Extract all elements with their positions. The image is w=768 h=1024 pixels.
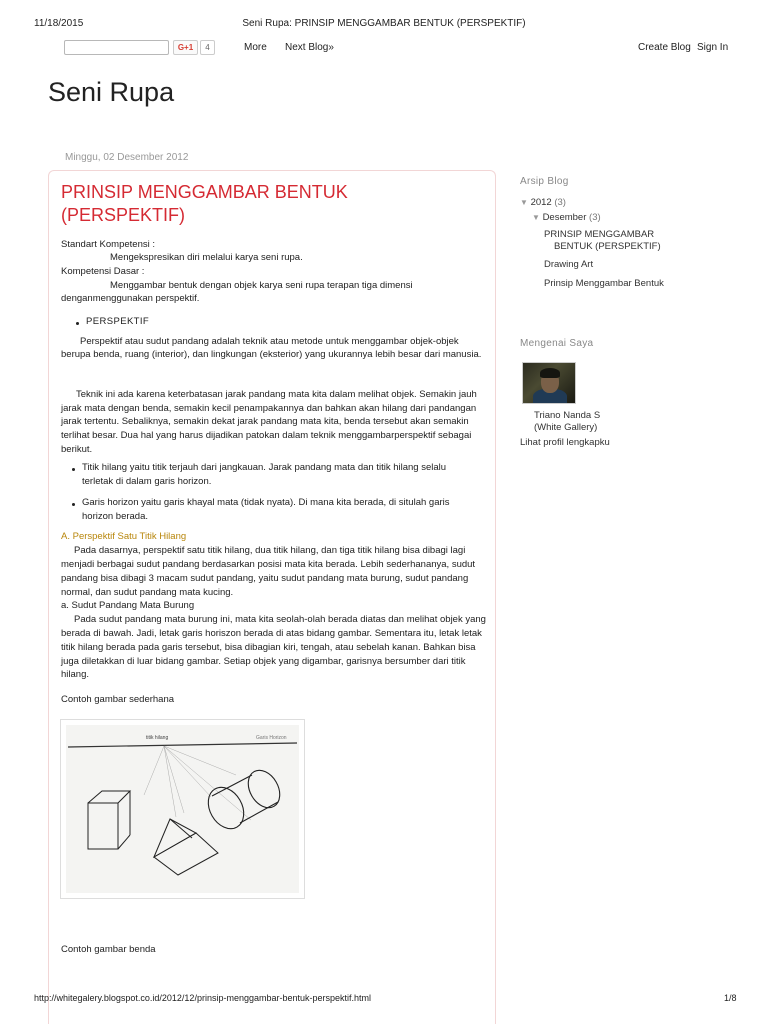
p4-line1: Pada sudut pandang mata burung ini, mata kita seolah-olah berada diatas dan melihat objek yang <box>74 614 486 625</box>
blog-title[interactable]: Seni Rupa <box>48 77 175 107</box>
archive-month[interactable]: Desember <box>542 212 587 223</box>
kd-text-line1: Menggambar bentuk dengan objek karya seni rupa terapan tiga dimensi <box>110 280 413 291</box>
bullet-perspektif: PERSPEKTIF <box>86 316 150 327</box>
p2-line1: Teknik ini ada karena keterbatasan jarak pandang mata kita dalam melihat objek. Semakin jauh <box>76 389 477 400</box>
sk-text: Mengekspresikan diri melalui karya seni rupa. <box>110 252 303 263</box>
print-title: Seni Rupa: PRINSIP MENGGAMBAR BENTUK (PERSPEKTIF) <box>242 18 526 29</box>
kd-text-line2: denganmenggunakan perspektif. <box>61 293 200 304</box>
archive-post-1-line1[interactable]: PRINSIP MENGGAMBAR <box>544 229 655 240</box>
archive-year-count: (3) <box>554 197 566 208</box>
archive-heading: Arsip Blog <box>520 176 569 187</box>
caption-contoh-benda: Contoh gambar benda <box>61 944 156 955</box>
bullet-dot <box>76 322 79 325</box>
archive-post-link-3[interactable]: Prinsip Menggambar Bentuk <box>544 278 664 289</box>
post-title[interactable]: PRINSIP MENGGAMBAR BENTUK (PERSPEKTIF) <box>61 182 348 225</box>
author-name-line2[interactable]: (White Gallery) <box>534 422 598 433</box>
sign-in-link[interactable]: Sign In <box>697 42 729 53</box>
p2-line5: berikut. <box>61 444 93 455</box>
p2-line3: jarak tertentu. Sebaliknya, semakin dekat jarak pandang mata kita, benda tersebut akan semakin <box>61 416 469 427</box>
author-avatar[interactable] <box>522 362 576 404</box>
bullet1-line1: Titik hilang yaitu titik terjauh dari jangkauan. Jarak pandang mata dan titik hilang selalu <box>82 462 447 473</box>
p3-line2: menjadi berbagai sudut pandang berdasarkan posisi mata kita berada. Lebih sederhananya, sudut <box>61 559 476 570</box>
archive-post-link-1[interactable] <box>544 229 661 253</box>
more-link[interactable]: More <box>244 42 267 53</box>
archive-post-1-line2[interactable]: BENTUK (PERSPEKTIF) <box>554 241 661 252</box>
kd-label: Kompetensi Dasar : <box>61 266 145 277</box>
p4-line2: berada di bawah. Jadi, letak garis horiszon berada di atas bidang gambar. Sementara itu, letak letak <box>61 628 482 639</box>
p1-line1: Perspektif atau sudut pandang adalah teknik atau metode untuk menggambar objek-objek <box>80 336 459 347</box>
create-blog-link[interactable]: Create Blog <box>638 42 691 53</box>
p4-line5: hilang. <box>61 669 89 680</box>
archive-year[interactable]: 2012 <box>530 197 552 208</box>
perspective-sketch-image[interactable] <box>60 719 305 899</box>
archive-year-toggle[interactable] <box>520 197 566 209</box>
print-url: http://whitegalery.blogspot.co.id/2012/12/prinsip-menggambar-bentuk-perspektif.html <box>34 993 372 1003</box>
perspective-sketch-svg <box>66 725 299 893</box>
p4-line4: juga diletakkan di luar bidang gambar. Setiap objek yang digambar, garisnya bersumber dari titik <box>61 656 466 667</box>
print-header <box>0 0 768 34</box>
archive-month-toggle[interactable] <box>532 212 601 224</box>
post-date: Minggu, 02 Desember 2012 <box>65 152 189 163</box>
p3-line1: Pada dasarnya, perspektif satu titik hilang, dua titik hilang, dan tiga titik hilang bisa dibagi lagi <box>74 545 466 556</box>
p3-line3: pandang bisa dibagi 3 macam sudut pandang, yaitu sudut pandang mata burung, sudut pandang <box>61 573 469 584</box>
about-heading: Mengenai Saya <box>520 338 594 349</box>
sk-label: Standart Kompetensi : <box>61 239 155 250</box>
triangle-down-icon[interactable]: ▼ <box>532 213 540 222</box>
blogger-navbar <box>0 38 768 58</box>
print-date: 11/18/2015 <box>34 18 84 29</box>
p1-line2: berupa benda, ruang (interior), dan lingkungan (eksterior) yang ukurannya lebih besar dari manusia. <box>61 349 482 360</box>
bullet2-line1: Garis horizon yaitu garis khayal mata (tidak nyata). Di mana kita berada, di situlah garis <box>82 497 450 508</box>
next-blog-link[interactable]: Next Blog» <box>285 42 334 53</box>
avatar-hair-shape <box>540 368 560 378</box>
archive-month-count: (3) <box>589 212 601 223</box>
archive-post-link-2[interactable]: Drawing Art <box>544 259 594 270</box>
bullet-dot <box>72 503 75 506</box>
figure-label-titik-hilang: titik hilang <box>146 735 169 741</box>
author-name[interactable] <box>534 410 600 434</box>
p2-line2: jarak mata dengan benda, semakin kecil penampakannya dan bahkan akan hilang dari pandangan <box>61 403 477 414</box>
bullet1-line2: terletak di dalam garis horizon. <box>82 476 212 487</box>
gplus-button[interactable]: G+1 <box>173 40 198 55</box>
subhead-mata-burung: a. Sudut Pandang Mata Burung <box>61 600 195 611</box>
p3-line4: normal, dan sudut pandang mata kucing. <box>61 587 234 598</box>
bullet-dot <box>72 468 75 471</box>
triangle-down-icon[interactable]: ▼ <box>520 198 528 207</box>
gplus-count: 4 <box>200 40 215 55</box>
profile-link[interactable]: Lihat profil lengkapku <box>520 437 610 448</box>
caption-contoh-sederhana: Contoh gambar sederhana <box>61 694 175 705</box>
figure-label-garis-horizon: Garis Horizon <box>256 735 287 741</box>
bullet2-line2: horizon berada. <box>82 511 149 522</box>
subhead-perspektif-satu-titik: A. Perspektif Satu Titik Hilang <box>61 531 187 542</box>
p4-line3: titik hilang berada pada garis tersebut, bisa dibagian kiri, tengah, atau sebelah kanan. Bahkan bisa <box>61 642 476 653</box>
p2-line4: terlihat besar. Dua hal yang harus dijadikan patokan dalam teknik menggambarperspektif sebagai <box>61 430 472 441</box>
print-page-number: 1/8 <box>724 993 737 1003</box>
author-name-line1[interactable]: Triano Nanda S <box>534 410 601 421</box>
search-input[interactable] <box>64 40 169 55</box>
